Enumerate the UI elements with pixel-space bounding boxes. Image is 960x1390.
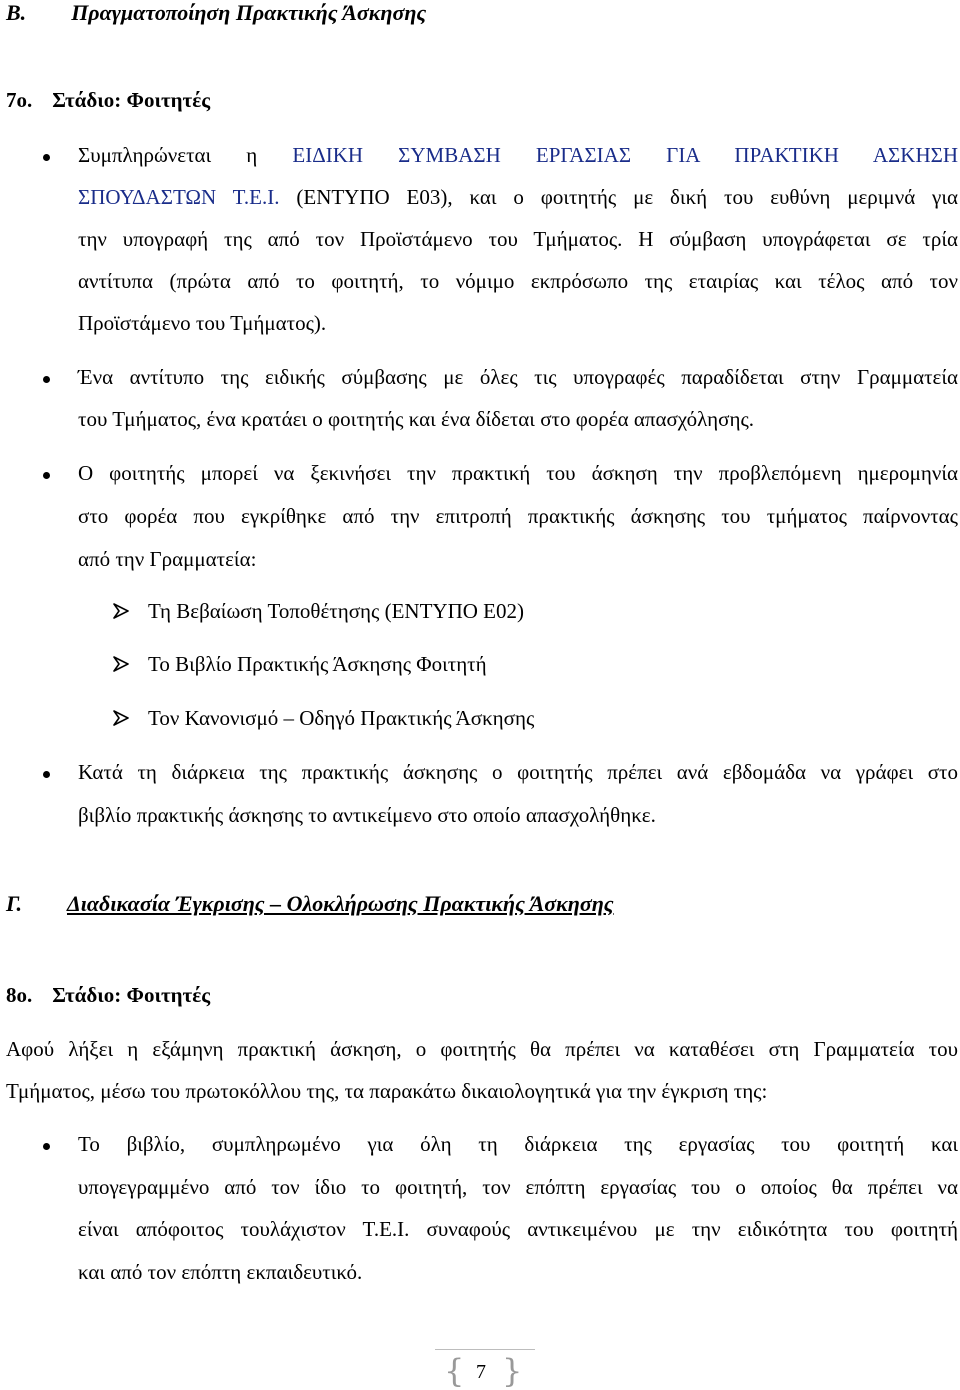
stage-7-bullet-1-line-2: ΣΠΟΥΔΑΣΤΩΝ Τ.Ε.Ι. (ΕΝΤΥΠΟ Ε03), και ο φοιτητής με δική του ευθύνη μεριμνά για (78, 185, 958, 209)
required-item-3: Τον Κανονισμό – Οδηγό Πρακτικής Άσκησης (148, 706, 535, 730)
arrowhead-icon (112, 602, 130, 620)
page-number: 7 (476, 1361, 486, 1383)
stage-7-bullet-2-line-1: Ένα αντίτυπο της ειδικής σύμβασης με όλες τις υπογραφές παραδίδεται στην Γραμματεία (78, 365, 958, 389)
stage-7-bullet-4-line-2: βιβλίο πρακτικής άσκησης το αντικείμενο στο οποίο απασχολήθηκε. (78, 803, 656, 827)
footer-rule (435, 1349, 535, 1350)
section-c-title: Διαδικασία Έγκρισης – Ολοκλήρωσης Πρακτικής Άσκησης (66, 891, 614, 916)
stage-7-number: 7ο. (6, 88, 33, 112)
stage-8-number: 8ο. (6, 983, 33, 1007)
section-c-letter: Γ. (6, 891, 22, 916)
contract-title-cont: ΣΠΟΥΔΑΣΤΩΝ Τ.Ε.Ι. (78, 185, 280, 209)
stage-8-paragraph-line-2: Τμήματος, μέσω του πρωτοκόλλου της, τα παρακάτω δικαιολογητικά για την έγκριση της: (6, 1079, 768, 1103)
stage-8-bullet-line-2: υπογεγραμμένο από τον ίδιο το φοιτητή, τον επόπτη εργασίας του ο οποίος θα πρέπει να (78, 1175, 958, 1199)
bullet-icon (43, 472, 50, 479)
section-b-letter: B. (6, 0, 27, 25)
bullet-icon (43, 1143, 50, 1150)
stage-7-bullet-2-line-2: του Τμήματος, ένα κρατάει ο φοιτητής και ένα δίδεται στο φορέα απασχόλησης. (78, 407, 755, 431)
stage-7-bullet-1-line-3: την υπογραφή της από τον Προϊστάμενο του Τμήματος. Η σύμβαση υπογράφεται σε τρία (78, 227, 958, 251)
right-brace-icon: } (502, 1352, 523, 1390)
arrowhead-icon (112, 709, 130, 727)
stage-7-title: Στάδιο: Φοιτητές (52, 88, 211, 112)
section-b-heading (6, 2, 426, 24)
arrowhead-icon (112, 655, 130, 673)
stage-8-title: Στάδιο: Φοιτητές (52, 983, 211, 1007)
bullet-icon (43, 771, 50, 778)
bullet-icon (43, 154, 50, 161)
stage-7-bullet-3-line-2: στο φορέα που εγκρίθηκε από την επιτροπή πρακτικής άσκησης του τμήματος παίρνοντας (78, 504, 958, 528)
stage-7-bullet-1-line-4: αντίτυπα (πρώτα από το φοιτητή, το νόμιμο εκπρόσωπο της εταιρίας και τέλος από τον (78, 269, 958, 293)
required-item-2: Το Βιβλίο Πρακτικής Άσκησης Φοιτητή (148, 652, 487, 676)
bullet-icon (43, 376, 50, 383)
stage-7-bullet-4-line-1: Κατά τη διάρκεια της πρακτικής άσκησης ο φοιτητής πρέπει ανά εβδομάδα να γράφει στο (78, 760, 958, 784)
stage-8-bullet-line-1: Το βιβλίο, συμπληρωμένο για όλη τη διάρκεια της εργασίας του φοιτητή και (78, 1132, 958, 1156)
stage-8-bullet-line-3: είναι απόφοιτος τουλάχιστον Τ.Ε.Ι. συναφούς αντικειμένου με την ειδικότητα του φοιτητή (78, 1217, 958, 1241)
section-c-heading (6, 893, 614, 915)
stage-8-bullet-line-4: και από τον επόπτη εκπαιδευτικό. (78, 1260, 363, 1284)
section-b-title: Πραγματοποίηση Πρακτικής Άσκησης (71, 0, 427, 25)
stage-8-paragraph-line-1: Αφού λήξει η εξάμηνη πρακτική άσκηση, ο φοιτητής θα πρέπει να καταθέσει στη Γραμματεία του (6, 1037, 958, 1061)
left-brace-icon: { (444, 1352, 465, 1390)
stage-7-bullet-3-line-1: Ο φοιτητής μπορεί να ξεκινήσει την πρακτική του άσκηση την προβλεπόμενη ημερομηνία (78, 461, 958, 485)
stage-7-heading (6, 90, 210, 111)
stage-7-bullet-1-line-5: Προϊστάμενο του Τμήματος). (78, 311, 327, 335)
contract-title: ΕΙΔΙΚΗ ΣΥΜΒΑΣΗ ΕΡΓΑΣΙΑΣ ΓΙΑ ΠΡΑΚΤΙΚΗ ΑΣΚΗΣΗ (292, 143, 958, 167)
stage-7-bullet-3-line-3: από την Γραμματεία: (78, 547, 257, 571)
required-item-1: Τη Βεβαίωση Τοποθέτησης (ΕΝΤΥΠΟ Ε02) (148, 599, 524, 623)
stage-8-heading (6, 985, 210, 1006)
stage-7-bullet-1-line-1: Συμπληρώνεται η ΕΙΔΙΚΗ ΣΥΜΒΑΣΗ ΕΡΓΑΣΙΑΣ ΓΙΑ ΠΡΑΚΤΙΚΗ ΑΣΚΗΣΗ (78, 143, 958, 167)
